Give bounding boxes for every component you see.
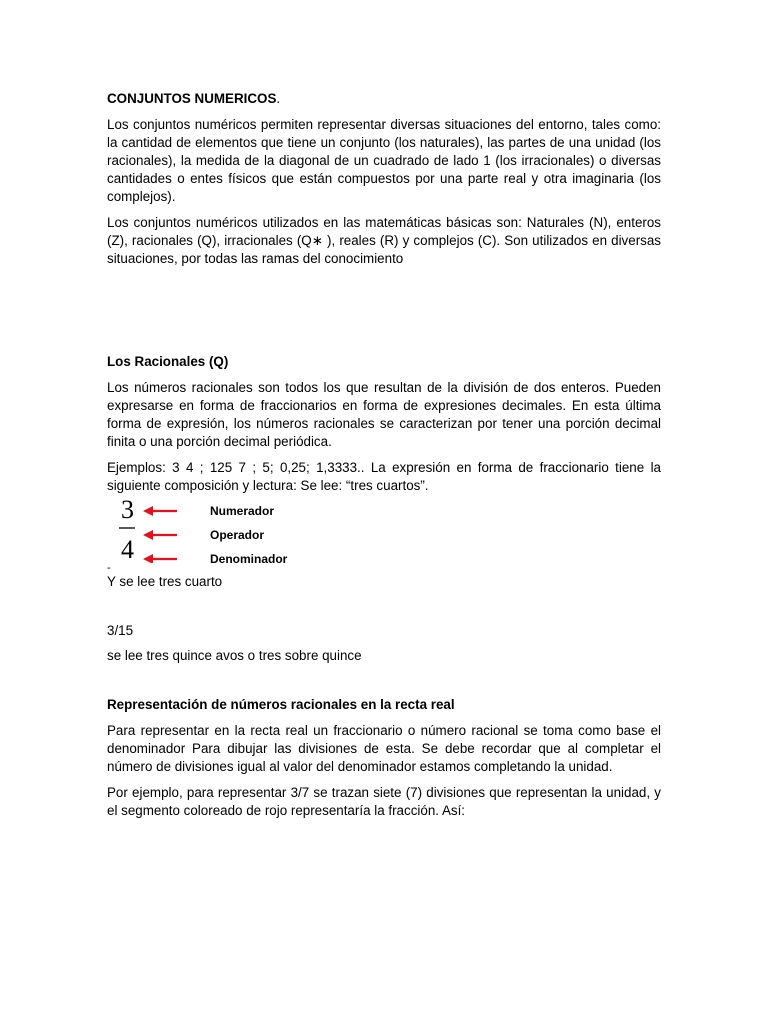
section-title-conjuntos: CONJUNTOS NUMERICOS. [107, 91, 281, 106]
stray-dot: - [107, 562, 111, 574]
section-title-representacion: Representación de números racionales en la recta real [107, 697, 455, 712]
document-page [107, 90, 661, 820]
paragraph-conjuntos-intro: Los conjuntos numéricos permiten representar diversas situaciones del entorno, tales como: la cantidad de elementos que tiene un conjunto (los naturales), las partes de una unidad (los racionales), la medida de la diagonal de un cuadrado de lado 1 (los irracionales) o diversas cantidades o entes físicos que están compuestos por una parte real y otra imaginaria (los complejos). [107, 117, 661, 204]
reading-tres-cuarto: Y se lee tres cuarto [107, 574, 223, 589]
paragraph-racionales-def: Los números racionales son todos los que resultan de la división de dos enteros. Pueden expresarse en forma de fraccionarios en forma de expresiones decimales. En esta última forma de expresión, los números racionales se caracterizan por tener una porción decimal finita o una porción decimal periódica. [107, 380, 661, 449]
fraction-denominator: 4 [121, 535, 134, 563]
fraction-3-15: 3/15 [107, 623, 134, 638]
paragraph-representacion-example: Por ejemplo, para representar 3/7 se trazan siete (7) divisiones que representan la unidad, y el segmento coloreado de rojo representaría la fracción. Así: [107, 785, 661, 818]
label-numerador: Numerador [210, 504, 275, 518]
arrowhead-numerator-icon [143, 506, 153, 516]
section-title-racionales: Los Racionales (Q) [107, 354, 229, 369]
label-denominador: Denominador [210, 552, 288, 563]
fraction-diagram [113, 495, 313, 563]
reading-tres-quince: se lee tres quince avos o tres sobre quince [107, 648, 362, 663]
paragraph-conjuntos-list: Los conjuntos numéricos utilizados en las matemáticas básicas son: Naturales (N), enteros (Z), racionales (Q), irracionales (Q∗ ), reales (R) y complejos (C). Son utilizados en diversas situaciones, por todas las ramas del conocimiento [107, 215, 661, 266]
arrowhead-denominator-icon [143, 554, 153, 563]
fraction-numerator: 3 [121, 495, 134, 524]
arrowhead-operator-icon [143, 530, 153, 540]
label-operador: Operador [210, 528, 265, 542]
paragraph-representacion-def: Para representar en la recta real un fraccionario o número racional se toma como base el denominador Para dibujar las divisiones de esta. Se debe recordar que al completar el número de divisiones igual al valor del denominador estamos completando la unidad. [107, 723, 661, 774]
paragraph-racionales-examples: Ejemplos: 3 4 ; 125 7 ; 5; 0,25; 1,3333.. La expresión en forma de fraccionario tiene la siguiente composición y lectura: Se lee: “tres cuartos”. [107, 460, 661, 493]
